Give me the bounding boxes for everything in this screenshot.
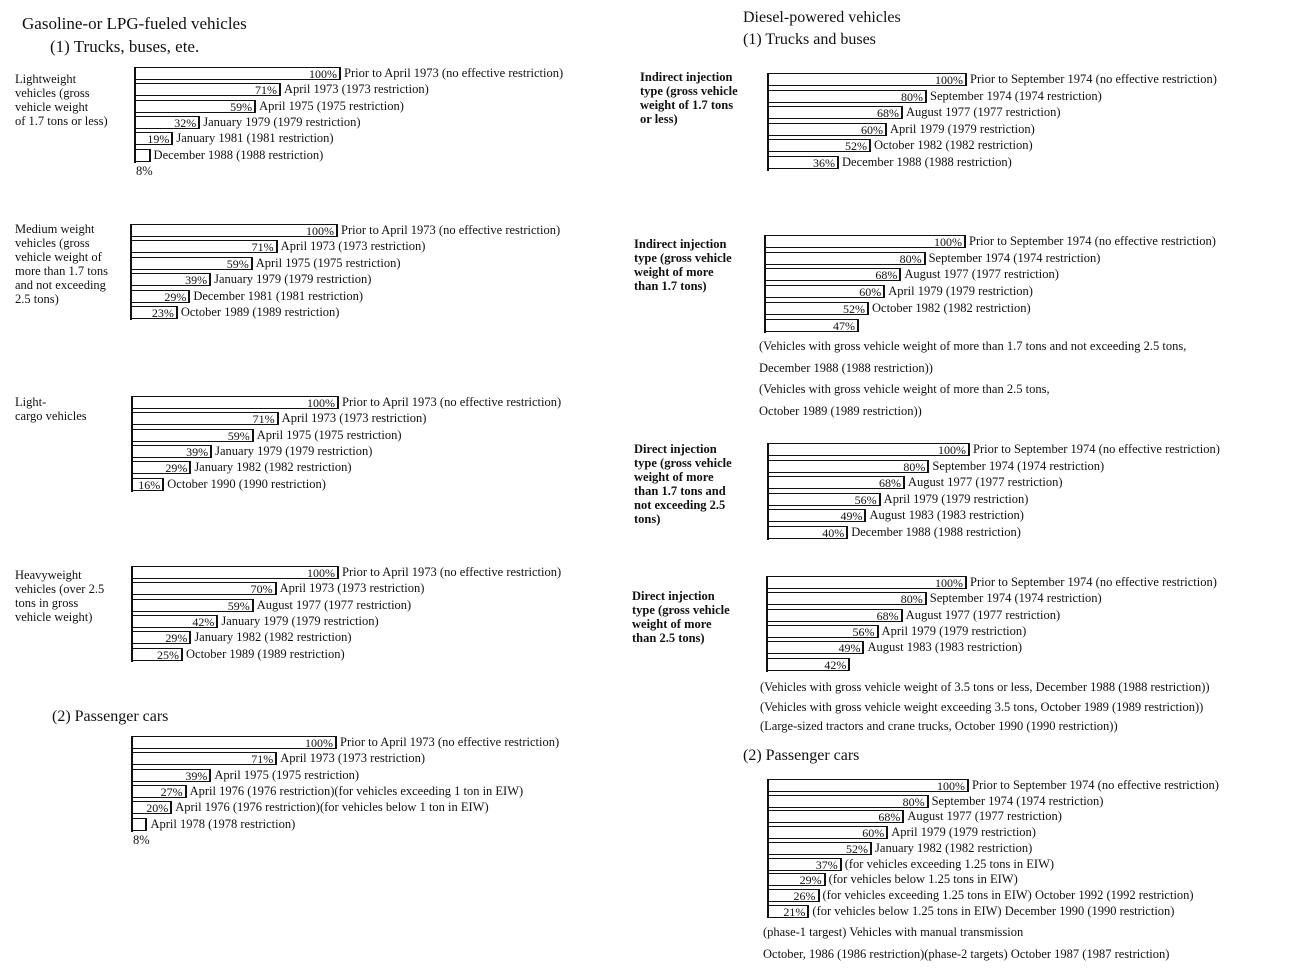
- bar-date-label: January 1982 (1982 restriction): [194, 460, 352, 475]
- bar-value-label: 100%: [935, 576, 963, 590]
- bar-value-label: 19%: [147, 132, 170, 147]
- bar-date-label: April 1973 (1973 restriction): [280, 239, 426, 254]
- bar-date-label: April 1979 (1979 restriction): [881, 623, 1027, 638]
- bar-date-label: April 1979 (1979 restriction): [888, 284, 1033, 299]
- bar-value-label: 80%: [903, 459, 926, 474]
- chart-group-8-note-2: (Large-sized tractors and crane trucks, October 1990 (1990 restriction)): [760, 719, 1118, 733]
- bar-date-label: December 1988 (1988 restriction): [851, 524, 1021, 539]
- bar-date-label: Prior to April 1973 (no effective restriction): [341, 223, 561, 237]
- bar-value-label: 100%: [935, 73, 963, 87]
- bar-date-label: January 1979 (1979 restriction): [203, 114, 361, 129]
- bar: [134, 83, 281, 96]
- bar: [131, 582, 277, 595]
- bar: [131, 769, 211, 782]
- bar-value-label: 100%: [937, 779, 965, 793]
- bar: [767, 873, 826, 886]
- bar-date-label: January 1979 (1979 restriction): [221, 613, 379, 628]
- bar-date-label: October 1982 (1982 restriction): [872, 300, 1031, 315]
- bar: [131, 445, 212, 458]
- bar-value-label: 59%: [227, 598, 250, 613]
- bar: [131, 785, 187, 798]
- bar-date-label: December 1981 (1981 restriction): [193, 288, 364, 303]
- bar-value-label: 29%: [799, 873, 822, 888]
- chart-group-7-title: Direct injection type (gross vehicle weight of more than 1.7 tons and not exceeding 2.5 tons): [634, 442, 732, 526]
- bar-date-label: Prior to September 1974 (no effective restriction): [970, 72, 1217, 86]
- bar-date-label: October 1982 (1982 restriction): [874, 138, 1033, 153]
- bar: [131, 801, 172, 814]
- right-subsection-passenger-title: (2) Passenger cars: [743, 747, 860, 764]
- bar-value-label: 56%: [854, 492, 877, 507]
- bar: [131, 648, 183, 661]
- bar-value-label: 27%: [160, 784, 183, 799]
- bar: [131, 412, 279, 425]
- bar: [766, 592, 927, 605]
- chart-group-6-note-1: December 1988 (1988 restriction)): [759, 360, 933, 375]
- bar-date-label: December 1988 (1988 restriction): [153, 147, 324, 162]
- bar-value-label: 8%: [133, 832, 150, 847]
- left-subsection-trucks-title: (1) Trucks, buses, ete.: [50, 37, 200, 56]
- bar-value-label: 21%: [783, 904, 806, 919]
- chart-group-3-title: Heavyweight vehicles (over 2.5 tons in gross vehicle weight): [15, 568, 105, 624]
- chart-group-6-note-3: October 1989 (1989 restriction)): [759, 403, 922, 418]
- bar: [767, 476, 905, 489]
- bar-value-label: 8%: [136, 163, 153, 178]
- bar-date-label: April 1973 (1973 restriction): [280, 751, 426, 766]
- bar-value-label: 37%: [815, 857, 838, 872]
- bar-value-label: 68%: [879, 476, 902, 490]
- left-subsection-passenger-title: (2) Passenger cars: [52, 708, 169, 725]
- bar-date-label: April 1975 (1975 restriction): [255, 255, 401, 270]
- bar: [131, 429, 254, 442]
- bar: [767, 493, 881, 506]
- bar-value-label: 100%: [305, 736, 333, 750]
- chart-group-6-title: Indirect injection type (gross vehicle weight of more than 1.7 tons): [634, 237, 732, 293]
- bar-value-label: 100%: [938, 443, 966, 457]
- bar: [767, 842, 872, 855]
- bar-date-label: August 1977 (1977 restriction): [256, 597, 412, 612]
- bar-value-label: 80%: [901, 89, 923, 104]
- chart-group-1-title: Medium weight vehicles (gross vehicle weight of more than 1.7 tons and not exceeding 2.5 tons): [15, 222, 109, 306]
- bar-date-label: April 1973 (1973 restriction): [281, 411, 427, 426]
- bar: [767, 826, 888, 839]
- chart-group-5-title: Indirect injection type (gross vehicle weight of 1.7 tons or less): [640, 70, 738, 126]
- bar-date-label: April 1973 (1973 restriction): [283, 82, 429, 97]
- bar: [766, 658, 850, 671]
- bar-value-label: 52%: [846, 841, 869, 856]
- bar-date-label: August 1977 (1977 restriction): [905, 607, 1061, 622]
- chart-group-2-title: Light- cargo vehicles: [15, 395, 87, 423]
- bar: [131, 396, 339, 409]
- chart-group-8-note-0: (Vehicles with gross vehicle weight of 3.5 tons or less, December 1988 (1988 restriction)): [760, 680, 1210, 694]
- bar-value-label: 36%: [813, 156, 835, 170]
- chart-group-9-note-0: (phase-1 targest) Vehicles with manual transmission: [763, 925, 1024, 939]
- bar-value-label: 71%: [251, 752, 274, 767]
- bar-date-label: April 1976 (1976 restriction)(for vehicles exceeding 1 ton in EIW): [189, 783, 524, 798]
- bar-date-label: (for vehicles exceeding 1.25 tons in EIW) October 1992 (1992 restriction): [822, 887, 1194, 902]
- bar-date-label: January 1981 (1981 restriction): [176, 131, 334, 146]
- bar-date-label: Prior to September 1974 (no effective restriction): [973, 442, 1220, 456]
- bar-date-label: January 1979 (1979 restriction): [214, 272, 372, 287]
- bar: [131, 566, 339, 579]
- bar-date-label: September 1974 (1974 restriction): [929, 591, 1102, 606]
- bar-date-label: Prior to April 1973 (no effective restriction): [342, 395, 562, 409]
- bar: [764, 285, 885, 298]
- bar: [134, 149, 151, 162]
- bar-value-label: 68%: [876, 608, 899, 623]
- bar-value-label: 25%: [157, 647, 179, 662]
- bar: [130, 273, 211, 286]
- bar-value-label: 60%: [862, 826, 885, 841]
- bar: [130, 306, 178, 319]
- bar-date-label: April 1979 (1979 restriction): [883, 491, 1029, 506]
- bar-date-label: Prior to April 1973 (no effective restriction): [344, 66, 564, 80]
- chart-group-8-note-1: (Vehicles with gross vehicle weight exceeding 3.5 tons, October 1989 (1989 restriction)): [760, 699, 1204, 714]
- bar-value-label: 39%: [186, 444, 209, 459]
- bar-date-label: January 1982 (1982 restriction): [875, 840, 1033, 855]
- bar-value-label: 52%: [843, 301, 866, 316]
- bar: [767, 509, 866, 522]
- bar-date-label: September 1974 (1974 restriction): [932, 458, 1105, 473]
- chart-group-9-axis: [767, 779, 769, 918]
- bar-value-label: 59%: [227, 428, 250, 443]
- bar-date-label: September 1974 (1974 restriction): [928, 250, 1101, 265]
- bar-value-label: 71%: [252, 412, 275, 427]
- bar-date-label: Prior to September 1974 (no effective restriction): [970, 575, 1217, 589]
- bar-value-label: 49%: [840, 509, 863, 523]
- bar-value-label: 56%: [852, 624, 875, 639]
- bar: [764, 252, 926, 265]
- bar: [767, 123, 887, 136]
- bar-value-label: 40%: [822, 525, 845, 540]
- bar-date-label: April 1975 (1975 restriction): [214, 767, 360, 782]
- chart-group-6-note-0: (Vehicles with gross vehicle weight of more than 1.7 tons and not exceeding 2.5 tons,: [759, 339, 1187, 353]
- bar-value-label: 100%: [306, 224, 334, 238]
- bar: [767, 526, 848, 539]
- bar-date-label: April 1975 (1975 restriction): [256, 427, 402, 442]
- bar-date-label: April 1975 (1975 restriction): [259, 98, 404, 113]
- bar-date-label: Prior to April 1973 (no effective restriction): [340, 735, 560, 749]
- bar-date-label: August 1983 (1983 restriction): [867, 640, 1022, 655]
- bar-date-label: April 1978 (1978 restriction): [150, 816, 296, 831]
- bar: [130, 240, 278, 253]
- bar: [767, 90, 927, 103]
- bar-value-label: 29%: [164, 289, 187, 304]
- chart-group-8-title: Direct injection type (gross vehicle weight of more than 2.5 tons): [632, 589, 730, 645]
- bar: [767, 106, 903, 119]
- bar-date-label: December 1988 (1988 restriction): [842, 155, 1012, 169]
- bar-value-label: 29%: [165, 461, 188, 476]
- right-subsection-trucks-title: (1) Trucks and buses: [743, 31, 876, 48]
- bar-value-label: 71%: [254, 83, 277, 98]
- chart-group-8-axis: [766, 576, 768, 672]
- bar-value-label: 60%: [861, 122, 883, 137]
- bar: [131, 478, 164, 491]
- bar: [767, 889, 820, 902]
- bar-date-label: September 1974 (1974 restriction): [930, 88, 1102, 103]
- bar-date-label: August 1977 (1977 restriction): [906, 105, 1061, 120]
- chart-group-0-title: Lightweight vehicles (gross vehicle weight of 1.7 tons or less): [15, 72, 108, 128]
- bar-value-label: 100%: [934, 235, 962, 249]
- bar-value-label: 29%: [165, 631, 188, 646]
- chart-group-5-axis: [767, 73, 769, 171]
- bar-date-label: August 1977 (1977 restriction): [904, 267, 1059, 282]
- chart-group-0-axis: [134, 67, 136, 163]
- bar-value-label: 23%: [151, 306, 174, 320]
- bar-date-label: Prior to September 1974 (no effective restriction): [972, 778, 1219, 792]
- bar: [766, 576, 967, 589]
- chart-group-4-axis: [131, 736, 133, 832]
- bar-value-label: 68%: [875, 268, 898, 283]
- bar: [764, 235, 966, 248]
- bar-value-label: 100%: [309, 67, 337, 81]
- bar: [134, 132, 173, 145]
- bar: [764, 268, 901, 281]
- bar: [764, 302, 869, 315]
- bar-value-label: 70%: [250, 582, 273, 597]
- bar: [767, 443, 970, 456]
- bar-date-label: October 1990 (1990 restriction): [167, 476, 326, 491]
- bar: [130, 224, 338, 237]
- bar-date-label: January 1979 (1979 restriction): [215, 443, 373, 458]
- chart-group-6-note-2: (Vehicles with gross vehicle weight of more than 2.5 tons,: [759, 382, 1050, 396]
- chart-group-6-axis: [764, 235, 766, 333]
- bar-value-label: 100%: [307, 566, 335, 580]
- bar: [131, 599, 254, 612]
- bar: [767, 460, 929, 473]
- bar: [131, 818, 147, 831]
- bar-value-label: 49%: [838, 641, 861, 656]
- bar: [767, 156, 839, 169]
- bar: [764, 319, 859, 332]
- bar-date-label: October 1989 (1989 restriction): [180, 305, 340, 319]
- bar-date-label: August 1977 (1977 restriction): [908, 475, 1063, 489]
- bar-date-label: Prior to April 1973 (no effective restriction): [342, 565, 562, 579]
- bar: [766, 641, 864, 654]
- bar-value-label: 59%: [226, 256, 249, 271]
- bar-value-label: 80%: [902, 794, 925, 809]
- bar-value-label: 16%: [138, 477, 161, 492]
- bar: [131, 736, 337, 749]
- bar: [767, 779, 969, 792]
- bar: [767, 795, 929, 808]
- bar-value-label: 42%: [824, 657, 847, 672]
- bar: [130, 257, 253, 270]
- bar: [134, 116, 200, 129]
- bar-date-label: April 1979 (1979 restriction): [890, 121, 1035, 136]
- bar: [767, 810, 904, 823]
- bar-date-label: September 1974 (1974 restriction): [931, 793, 1104, 808]
- bar: [131, 631, 191, 644]
- chart-group-9-note-1: October, 1986 (1986 restriction)(phase-2 targets) October 1987 (1987 restriction): [763, 946, 1170, 961]
- chart-group-2-axis: [131, 396, 133, 492]
- bar-date-label: August 1983 (1983 restriction): [869, 508, 1024, 522]
- bar: [766, 609, 903, 622]
- bar-value-label: 39%: [185, 768, 208, 783]
- bar: [767, 858, 842, 871]
- bar-value-label: 71%: [251, 240, 274, 255]
- bar: [767, 73, 967, 86]
- bar-date-label: October 1989 (1989 restriction): [186, 646, 345, 661]
- bar-date-label: (for vehicles exceeding 1.25 tons in EIW): [844, 856, 1055, 871]
- bar: [767, 139, 871, 152]
- bar-value-label: 52%: [845, 139, 867, 154]
- bar-value-label: 59%: [230, 99, 253, 114]
- bar: [766, 625, 879, 638]
- bar-value-label: 32%: [174, 115, 197, 130]
- bar-date-label: (for vehicles below 1.25 tons in EIW) December 1990 (1990 restriction): [812, 903, 1175, 918]
- bar: [131, 615, 218, 628]
- bar-date-label: April 1979 (1979 restriction): [891, 825, 1036, 840]
- bar-date-label: April 1973 (1973 restriction): [279, 581, 425, 596]
- bar-date-label: (for vehicles below 1.25 tons in EIW): [828, 872, 1018, 887]
- bar: [134, 67, 341, 80]
- bar: [134, 100, 256, 113]
- bar-value-label: 39%: [185, 273, 208, 288]
- bar-date-label: January 1982 (1982 restriction): [194, 630, 352, 645]
- bar-date-label: April 1976 (1976 restriction)(for vehicles below 1 ton in EIW): [175, 800, 489, 815]
- bar: [131, 752, 277, 765]
- bar-value-label: 100%: [307, 396, 335, 410]
- bar-value-label: 20%: [146, 801, 169, 816]
- bar-value-label: 42%: [192, 614, 215, 629]
- bar-value-label: 60%: [859, 285, 882, 300]
- bar-value-label: 26%: [793, 888, 816, 903]
- left-section-title: Gasoline-or LPG-fueled vehicles: [22, 14, 247, 33]
- bar-date-label: Prior to September 1974 (no effective restriction): [969, 234, 1216, 248]
- bar-value-label: 80%: [899, 251, 922, 266]
- chart-group-1-axis: [130, 224, 132, 320]
- bar-value-label: 47%: [832, 318, 855, 333]
- bar: [131, 461, 191, 474]
- chart-group-7-axis: [767, 443, 769, 540]
- bar-value-label: 68%: [878, 810, 901, 825]
- bar-date-label: August 1977 (1977 restriction): [907, 809, 1062, 824]
- bar-value-label: 68%: [877, 106, 899, 121]
- bar-value-label: 80%: [900, 592, 923, 607]
- right-section-title: Diesel-powered vehicles: [743, 9, 901, 26]
- chart-group-3-axis: [131, 566, 133, 662]
- bar: [130, 290, 190, 303]
- bar: [767, 905, 809, 918]
